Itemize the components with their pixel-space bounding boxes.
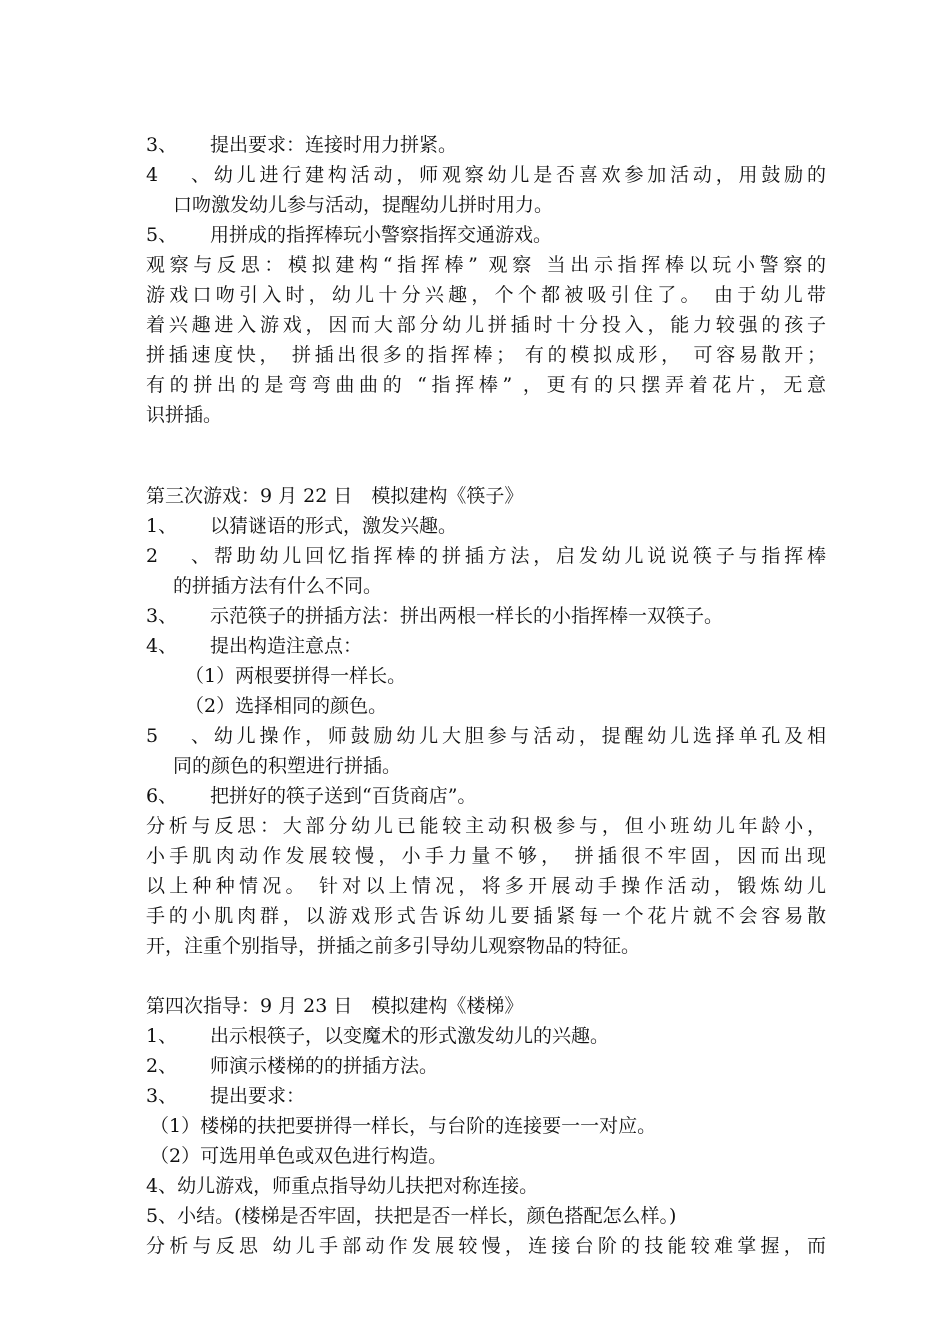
list-item: 5、小结。(楼梯是否牢固，扶把是否一样长，颜色搭配怎么样。)	[146, 1205, 677, 1227]
paragraph-line: 分析与反思：大部分幼儿已能较主动积极参与，但小班幼儿年龄小，	[146, 815, 826, 837]
sub-item: （2）选择相同的颜色。	[185, 695, 388, 717]
paragraph-line: 手的小肌肉群，以游戏形式告诉幼儿要插紧每一个花片就不会容易散	[146, 905, 826, 927]
list-item: 4、幼儿游戏，师重点指导幼儿扶把对称连接。	[146, 1175, 539, 1197]
list-item: 1、 以猜谜语的形式，激发兴趣。	[146, 515, 458, 537]
list-item: 2、 师演示楼梯的的拼插方法。	[146, 1055, 439, 1077]
list-item: 2、帮助幼儿回忆指挥棒的拼插方法，启发幼儿说说筷子与指挥棒	[146, 545, 826, 567]
list-item: 4、 提出构造注意点：	[146, 635, 363, 657]
sub-item: （1）楼梯的扶把要拼得一样长，与台阶的连接要一一对应。	[150, 1115, 657, 1137]
paragraph-line: 着兴趣进入游戏，因而大部分幼儿拼插时十分投入，能力较强的孩子	[146, 314, 826, 336]
list-item: 1、 出示根筷子，以变魔术的形式激发幼儿的兴趣。	[146, 1025, 610, 1047]
list-item: 5、 用拼成的指挥棒玩小警察指挥交通游戏。	[146, 224, 553, 246]
sub-item: （1）两根要拼得一样长。	[185, 665, 407, 687]
paragraph-line: 游戏口吻引入时，幼儿十分兴趣，个个都被吸引住了。 由于幼儿带	[146, 284, 826, 306]
list-item-continuation: 同的颜色的积塑进行拼插。	[173, 755, 402, 777]
list-item-continuation: 的拼插方法有什么不同。	[173, 575, 383, 597]
sub-item: （2）可选用单色或双色进行构造。	[150, 1145, 448, 1167]
list-item: 5、幼儿操作，师鼓励幼儿大胆参与活动，提醒幼儿选择单孔及相	[146, 725, 826, 747]
list-item: 3、 示范筷子的拼插方法：拼出两根一样长的小指挥棒一双筷子。	[146, 605, 724, 627]
list-item: 3、 提出要求：	[146, 1085, 306, 1107]
section-heading: 第四次指导：9 月 23 日 模拟建构《楼梯》	[146, 995, 524, 1017]
list-item: 3、 提出要求：连接时用力拼紧。	[146, 134, 458, 156]
list-item: 4、幼儿进行建构活动，师观察幼儿是否喜欢参加活动，用鼓励的	[146, 164, 826, 186]
paragraph-line: 开，注重个别指导，拼插之前多引导幼儿观察物品的特征。	[146, 935, 641, 957]
paragraph-line: 以上种种情况。 针对以上情况，将多开展动手操作活动，锻炼幼儿	[146, 875, 826, 897]
paragraph-line: 分析与反思 幼儿手部动作发展较慢，连接台阶的技能较难掌握，而	[146, 1235, 826, 1257]
section-heading: 第三次游戏：9 月 22 日 模拟建构《筷子》	[146, 485, 524, 507]
paragraph-line: 小手肌肉动作发展较慢，小手力量不够， 拼插很不牢固，因而出现	[146, 845, 826, 867]
paragraph-line: 识拼插。	[146, 404, 223, 426]
paragraph-line: 拼插速度快， 拼插出很多的指挥棒； 有的模拟成形， 可容易散开；	[146, 344, 826, 366]
list-item-continuation: 口吻激发幼儿参与活动，提醒幼儿拼时用力。	[173, 194, 554, 216]
paragraph-line: 有的拼出的是弯弯曲曲的 “指挥棒” ，更有的只摆弄着花片，无意	[146, 374, 826, 396]
list-item: 6、 把拼好的筷子送到“百货商店”。	[146, 785, 477, 807]
paragraph-line: 观察与反思：模拟建构“指挥棒” 观察 当出示指挥棒以玩小警察的	[146, 254, 826, 276]
